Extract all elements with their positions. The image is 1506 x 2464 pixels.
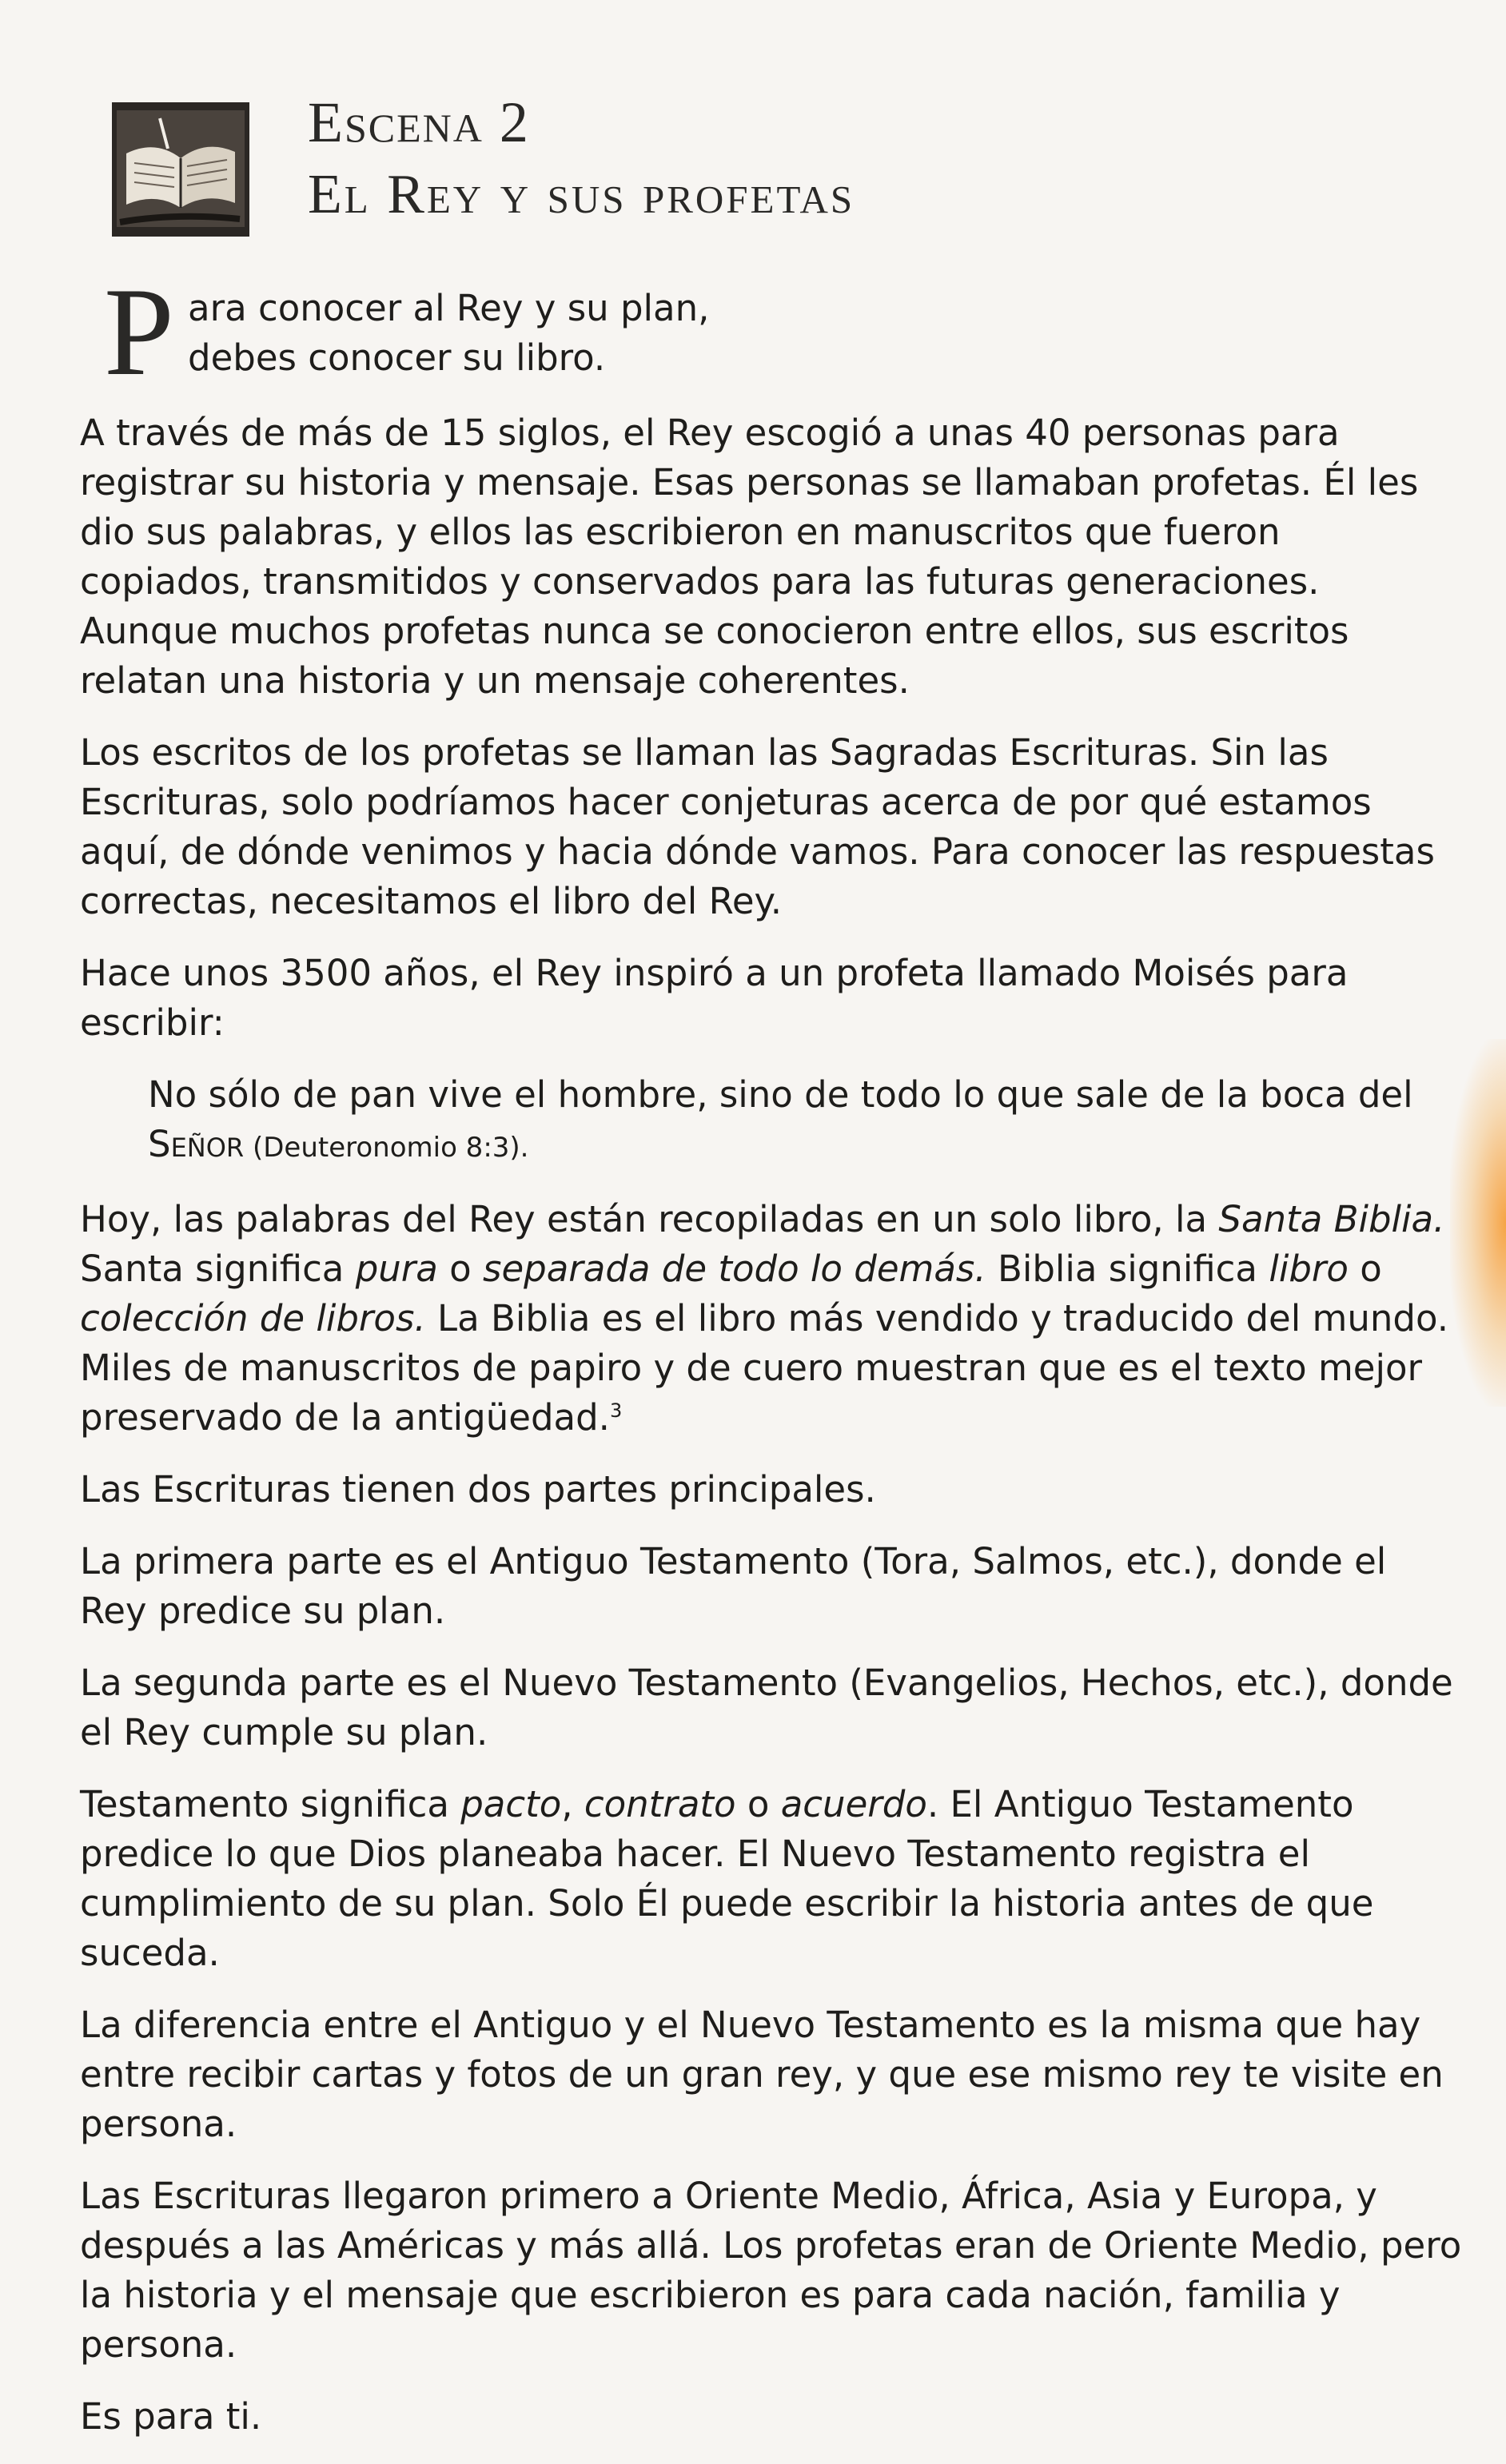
italic-segment: separada de todo lo demás. (483, 1248, 986, 1290)
intro-paragraph (80, 262, 1463, 402)
italic-segment: libro (1269, 1248, 1349, 1290)
scene-title: El Rey y sus profetas (308, 164, 855, 225)
paragraph-difference: La diferencia entre el Antiguo y el Nuevo Testamento es la misma que hay entre recibir cartas y fotos de un gran rey, y que ese mismo rey te visite en persona. (80, 2004, 1444, 2145)
page-body (80, 262, 1463, 2464)
page-edge-highlight (1450, 1039, 1506, 1407)
italic-segment: Santa Biblia. (1218, 1198, 1445, 1240)
text-segment: Biblia significa (986, 1248, 1269, 1290)
text-segment: o (735, 1783, 781, 1825)
paragraph-two-parts: Las Escrituras tienen dos partes principales. (80, 1468, 876, 1511)
drop-cap: P (104, 262, 174, 402)
paragraph-bible (80, 1195, 1463, 1443)
italic-segment: contrato (584, 1783, 736, 1825)
text-segment: , (561, 1783, 584, 1825)
italic-segment: pacto (460, 1783, 562, 1825)
intro-line-2: debes conocer su libro. (188, 336, 606, 379)
paragraph-testament-meaning (80, 1780, 1463, 1978)
text-segment: o (437, 1248, 483, 1290)
footnote-marker: 3 (609, 1399, 623, 1422)
text-segment: Santa significa (80, 1248, 356, 1290)
text-segment: Testamento significa (80, 1783, 461, 1825)
paragraph-moses: Hace unos 3500 años, el Rey inspiró a un profeta llamado Moisés para escribir: (80, 952, 1349, 1044)
quote-lord: Señor (148, 1123, 245, 1165)
paragraph-scriptures: Los escritos de los profetas se llaman las Sagradas Escrituras. Sin las Escrituras, solo podríamos hacer conjeturas acerca de por qué estamos aquí, de dónde venimos y hacia dónde vamos. Para conocer las respuestas correctas, necesitamos el libro del Rey. (80, 731, 1435, 922)
scene-label: Escena 2 (308, 90, 530, 154)
text-segment: . El Antiguo Testamento predice lo que Dios planeaba hacer. El Nuevo Testamento registra el cumplimiento de su plan. Solo Él puede escribir la historia antes de que suceda. (80, 1783, 1374, 1974)
paragraph-new-testament: La segunda parte es el Nuevo Testamento (Evangelios, Hechos, etc.), donde el Rey cumple su plan. (80, 1662, 1453, 1753)
open-book-icon (112, 102, 249, 237)
scripture-quote (80, 1070, 1463, 1172)
italic-segment: colección de libros. (80, 1297, 426, 1339)
italic-segment: acuerdo (780, 1783, 927, 1825)
paragraph-closing: Es para ti. (80, 2395, 262, 2438)
paragraph-prophets: A través de más de 15 siglos, el Rey escogió a unas 40 personas para registrar su historia y mensaje. Esas personas se llamaban profetas. Él les dio sus palabras, y ellos las escribieron en manuscritos que fueron copiados, transmitidos y conservados para las futuras generaciones. Aunque muchos profetas nunca se conocieron entre ellos, sus escritos relatan una historia y un mensaje coherentes. (80, 412, 1419, 702)
text-segment: Hoy, las palabras del Rey están recopiladas en un solo libro, la (80, 1198, 1219, 1240)
scene-header (112, 90, 1231, 249)
paragraph-spread: Las Escrituras llegaron primero a Oriente Medio, África, Asia y Europa, y después a las Américas y más allá. Los profetas eran de Oriente Medio, pero la historia y el mensaje que escribieron es para cada nación, familia y persona. (80, 2175, 1462, 2366)
quote-reference: (Deuteronomio 8:3). (244, 1132, 529, 1164)
text-segment: La Biblia es el libro más vendido y traducido del mundo. Miles de manuscritos de papiro y de cuero muestran que es el texto mejor preservado de la antigüedad. (80, 1297, 1449, 1439)
italic-segment: pura (355, 1248, 438, 1290)
text-segment: o (1348, 1248, 1382, 1290)
quote-text: No sólo de pan vive el hombre, sino de todo lo que sale de la boca del (148, 1073, 1413, 1116)
intro-line-1: ara conocer al Rey y su plan, (188, 287, 710, 329)
paragraph-old-testament: La primera parte es el Antiguo Testamento (Tora, Salmos, etc.), donde el Rey predice su plan. (80, 1540, 1387, 1632)
